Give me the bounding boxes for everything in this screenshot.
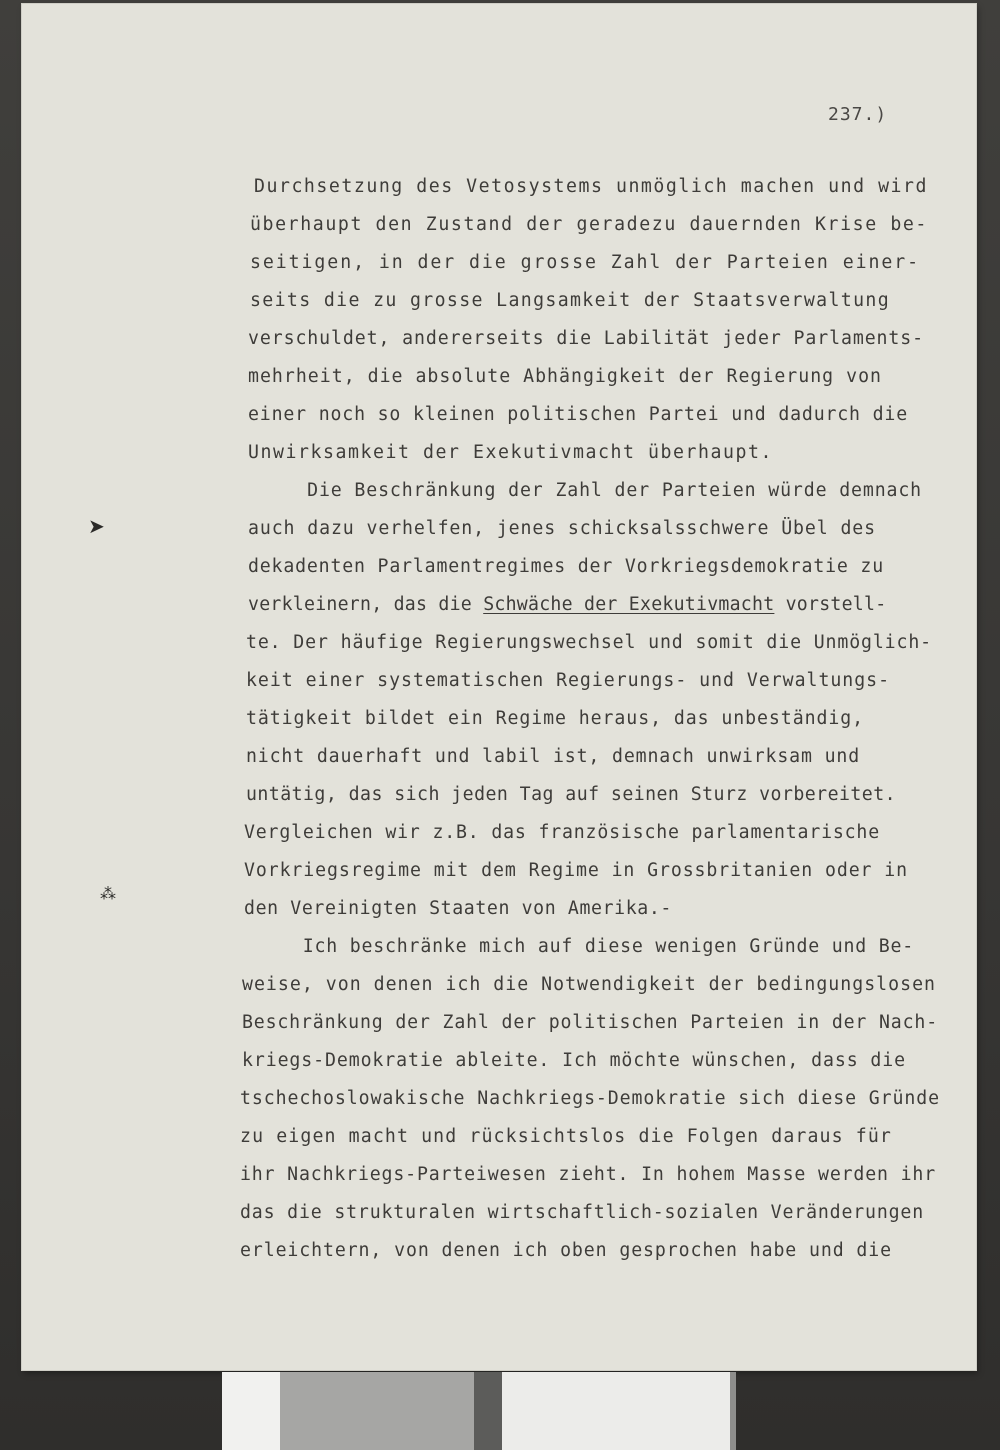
text-line: Beschränkung der Zahl der politischen Parteien in der Nach- — [242, 1012, 938, 1033]
text-line: untätig, das sich jeden Tag auf seinen Sturz vorbereitet. — [246, 784, 896, 805]
text-line: Durchsetzung des Vetosystems unmöglich machen und wird — [254, 176, 928, 197]
calibration-patch — [222, 1372, 280, 1450]
calibration-patch — [730, 1372, 736, 1450]
text-line: den Vereinigten Staaten von Amerika.- — [244, 898, 672, 919]
text-line: verschuldet, andererseits die Labilität jeder Parlaments- — [248, 328, 924, 349]
text-line: Vorkriegsregime mit dem Regime in Grossbritanien oder in — [244, 860, 908, 881]
punch-mark-icon: ➤ — [88, 514, 105, 538]
text-line: zu eigen macht und rücksichtslos die Folgen daraus für — [240, 1126, 892, 1147]
text-line: dekadenten Parlamentregimes der Vorkriegsdemokratie zu — [248, 556, 884, 577]
text-line: seits die zu grosse Langsamkeit der Staatsverwaltung — [250, 290, 890, 311]
text-line: Ich beschränke mich auf diese wenigen Gründe und Be- — [244, 936, 914, 957]
text-line: auch dazu verhelfen, jenes schicksalsschwere Übel des — [248, 518, 876, 539]
punch-mark-icon: ⁂ — [100, 884, 116, 903]
text-segment: vorstell- — [774, 594, 887, 615]
page-number: 237.) — [828, 104, 888, 125]
text-line: Unwirksamkeit der Exekutivmacht überhaupt. — [248, 442, 773, 463]
text-line: keit einer systematischen Regierungs- und Verwaltungs- — [246, 670, 890, 691]
text-line: kriegs-Demokratie ableite. Ich möchte wünschen, dass die — [242, 1050, 906, 1071]
text-line: nicht dauerhaft und labil ist, demnach unwirksam und — [246, 746, 860, 767]
typewritten-page — [22, 4, 976, 1370]
text-line: seitigen, in der die grosse Zahl der Parteien einer- — [250, 252, 920, 273]
text-line: überhaupt den Zustand der geradezu dauernden Krise be- — [250, 214, 928, 235]
calibration-patch — [502, 1372, 730, 1450]
text-line: tschechoslowakische Nachkriegs-Demokratie sich diese Gründe — [240, 1088, 940, 1109]
calibration-patch — [280, 1372, 474, 1450]
calibration-strip — [0, 1372, 1000, 1450]
text-line: te. Der häufige Regierungswechsel und somit die Unmöglich- — [246, 632, 932, 653]
text-line: einer noch so kleinen politischen Partei und dadurch die — [248, 404, 908, 425]
text-line: Die Beschränkung der Zahl der Parteien würde demnach — [248, 480, 922, 501]
text-line: ihr Nachkriegs-Parteiwesen zieht. In hohem Masse werden ihr — [240, 1164, 936, 1185]
text-line: weise, von denen ich die Notwendigkeit der bedingungslosen — [242, 974, 936, 995]
text-line: das die strukturalen wirtschaftlich-sozialen Veränderungen — [240, 1202, 924, 1223]
text-line — [248, 594, 886, 615]
text-line: Vergleichen wir z.B. das französische parlamentarische — [244, 822, 880, 843]
calibration-patch — [474, 1372, 502, 1450]
text-line: tätigkeit bildet ein Regime heraus, das unbeständig, — [246, 708, 864, 729]
text-line: erleichtern, von denen ich oben gesprochen habe und die — [240, 1240, 892, 1261]
text-segment: verkleinern, das die — [248, 594, 484, 615]
text-line: mehrheit, die absolute Abhängigkeit der Regierung von — [248, 366, 882, 387]
underlined-phrase: Schwäche der Exekutivmacht — [483, 594, 775, 615]
